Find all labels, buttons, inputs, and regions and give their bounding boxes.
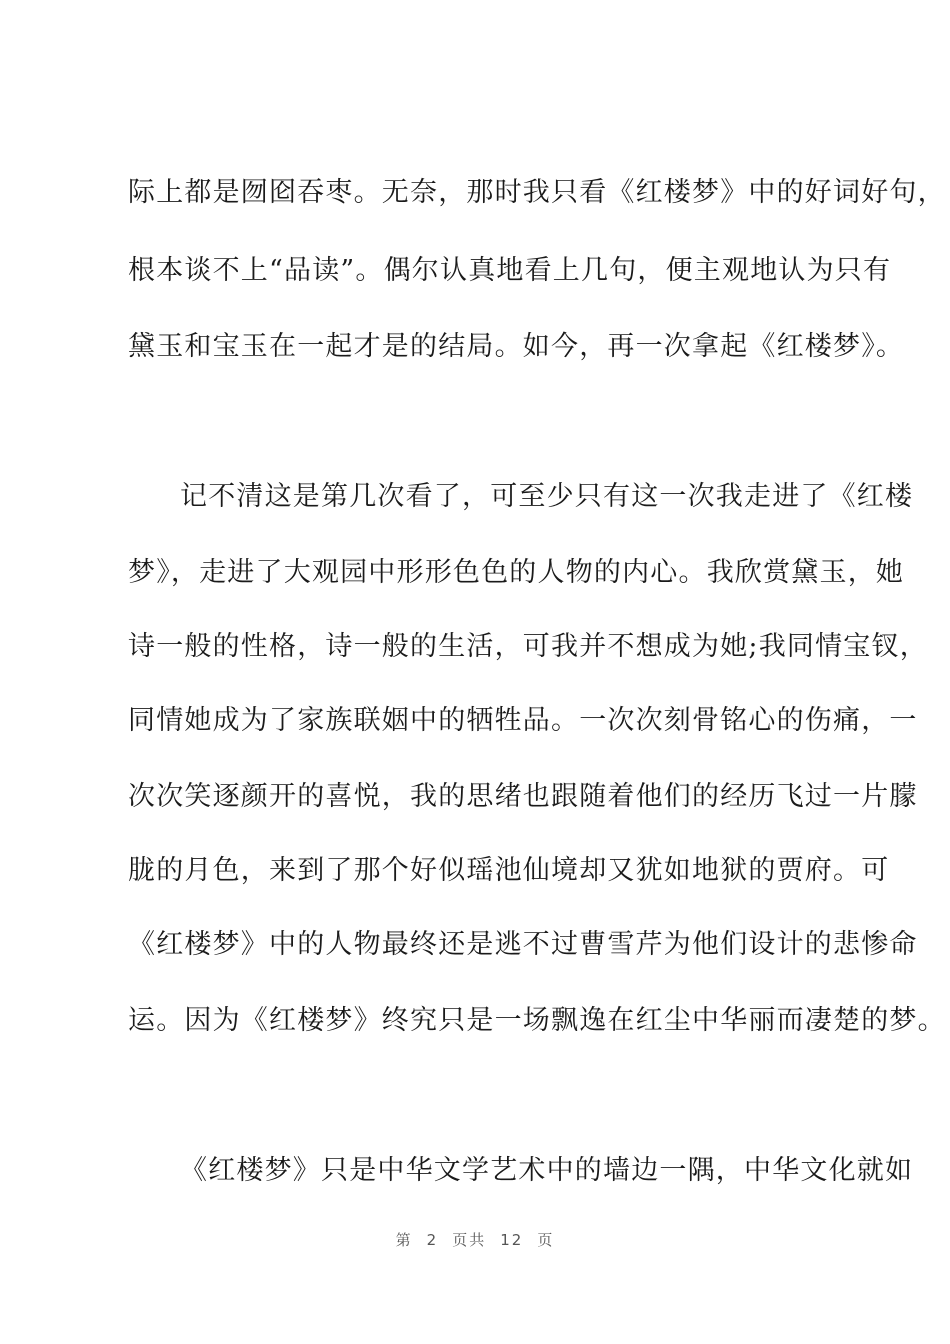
- footer-middle: 页共: [452, 1231, 487, 1249]
- footer-suffix: 页: [537, 1231, 555, 1249]
- paragraph-2-line-3: 诗一般的性格，诗一般的生活，可我并不想成为她;我同情宝钗，: [128, 631, 928, 662]
- paragraph-1-line-3: 黛玉和宝玉在一起才是的结局。如今，再一次拿起《红楼梦》。: [128, 331, 905, 362]
- paragraph-1-line-1: 际上都是囫囵吞枣。无奈，那时我只看《红楼梦》中的好词好句，: [128, 177, 946, 208]
- paragraph-2-line-5: 次次笑逐颜开的喜悦，我的思绪也跟随着他们的经历飞过一片朦: [128, 781, 918, 812]
- paragraph-3-line-1: 《红楼梦》只是中华文学艺术中的墙边一隅，中华文化就如: [180, 1155, 914, 1186]
- paragraph-1-line-2: 根本谈不上“品读”。偶尔认真地看上几句，便主观地认为只有: [128, 255, 892, 286]
- paragraph-2-line-2: 梦》，走进了大观园中形形色色的人物的内心。我欣赏黛玉，她: [128, 557, 905, 588]
- footer-page-number: 2: [426, 1231, 439, 1249]
- footer-prefix: 第: [395, 1231, 413, 1249]
- page-footer: [0, 1229, 950, 1250]
- paragraph-2-line-8: 运。因为《红楼梦》终究只是一场飘逸在红尘中华丽而凄楚的梦。: [128, 1005, 946, 1036]
- paragraph-2-line-4: 同情她成为了家族联姻中的牺牲品。一次次刻骨铭心的伤痛，一: [128, 705, 918, 736]
- paragraph-2-line-6: 胧的月色，来到了那个好似瑶池仙境却又犹如地狱的贾府。可: [128, 855, 890, 886]
- footer-total-pages: 12: [500, 1231, 524, 1249]
- paragraph-2-line-1: 记不清这是第几次看了，可至少只有这一次我走进了《红楼: [180, 481, 914, 512]
- paragraph-2-line-7: 《红楼梦》中的人物最终还是逃不过曹雪芹为他们设计的悲惨命: [128, 929, 918, 960]
